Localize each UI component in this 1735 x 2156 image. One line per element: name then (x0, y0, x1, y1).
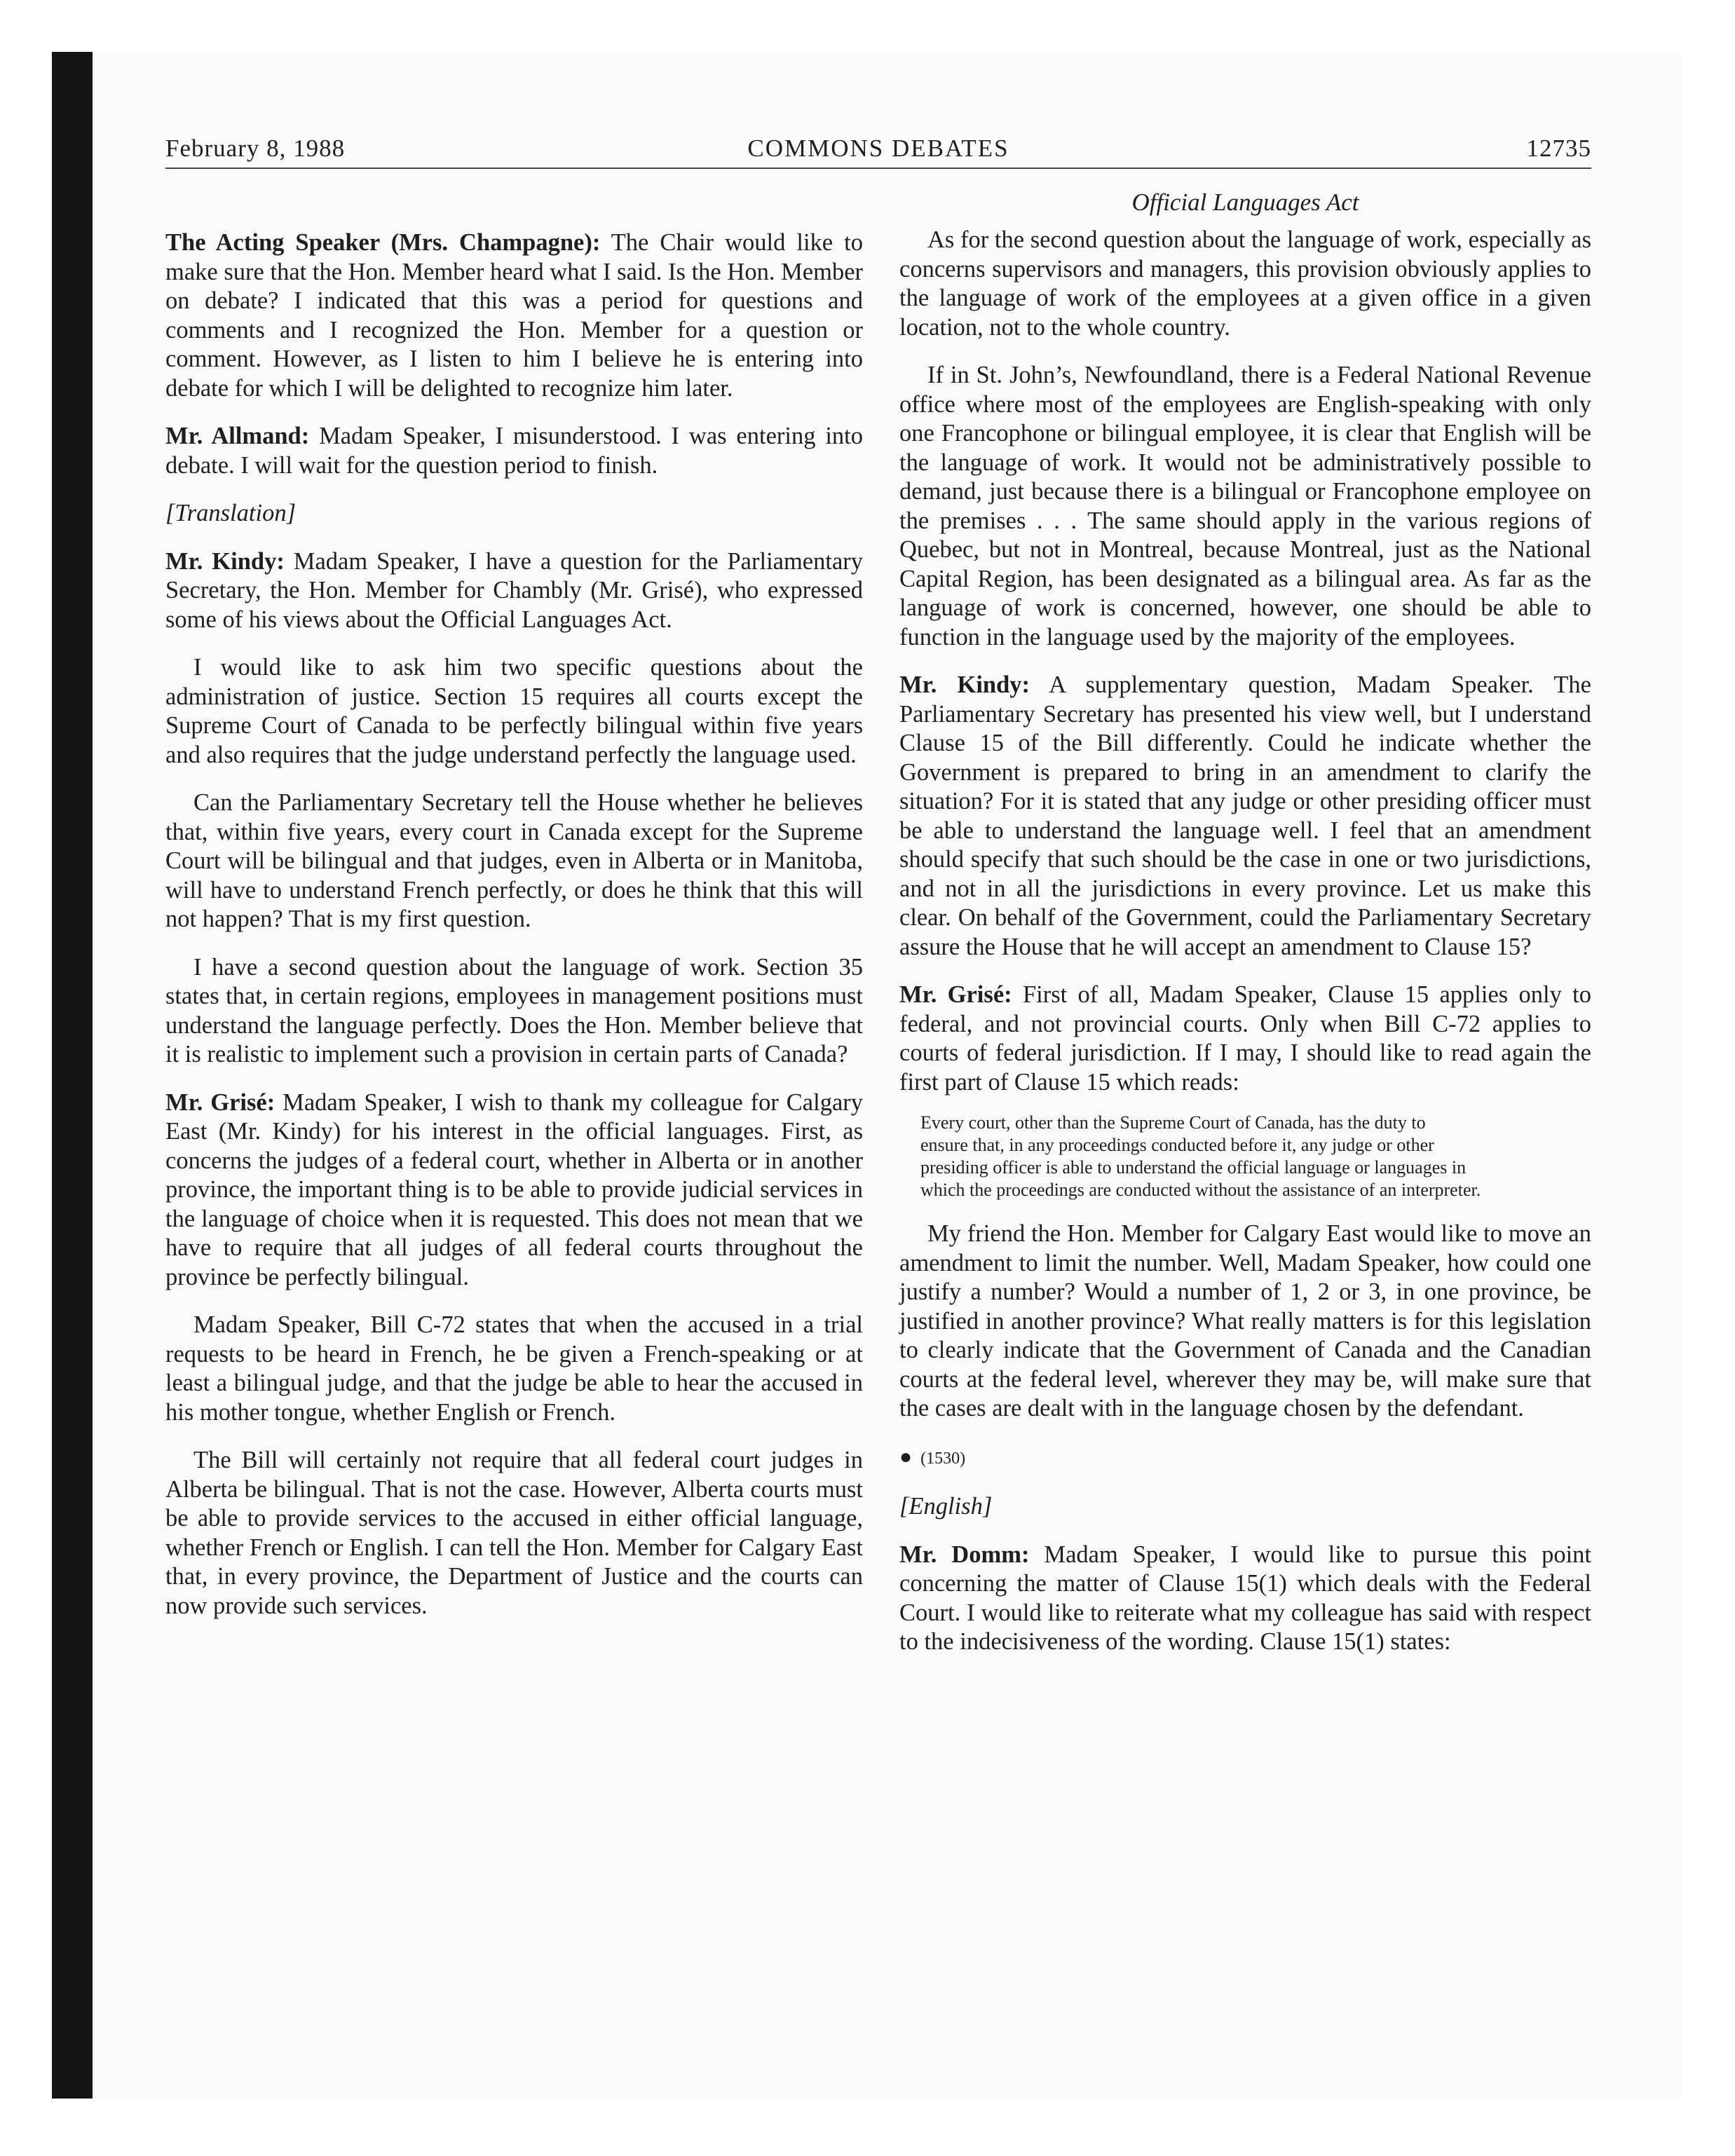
paragraph-text: First of all, Madam Speaker, Clause 15 applies only to federal, and not provincial courts. Only when Bill C-72 applies to courts of federal jurisdiction. If I may, I should like to read again the first part of Clause 15 which reads: (899, 981, 1592, 1096)
paragraph (899, 981, 1591, 1097)
time-marker-text: (1530) (920, 1449, 966, 1468)
header-date: February 8, 1988 (165, 135, 346, 162)
paragraph (165, 422, 863, 480)
paragraph-text: Madam Speaker, I misunderstood. I was entering into debate. I will wait for the question period to finish. (165, 423, 863, 479)
speaker-name: Mr. Allmand: (165, 423, 310, 449)
paragraph-text: Madam Speaker, I would like to pursue this point concerning the matter of Clause 15(1) which deals with the Federal Court. I would like to reiterate what my colleague has said with respect to the indecisiveness of the wording. Clause 15(1) states: (899, 1541, 1592, 1655)
time-marker (899, 1442, 1591, 1474)
quote-line: which the proceedings are conducted without the assistance of an interpreter. (920, 1180, 1481, 1200)
speaker-name: Mr. Domm: (899, 1541, 1030, 1568)
paragraph: I would like to ask him two specific questions about the administration of justice. Section 15 requires all courts except the Supreme Court of Canada to be perfectly bilingual within five years and also requires that the judge understand perfectly the language used. (165, 654, 863, 768)
bullet-icon: ● (899, 1445, 913, 1468)
paragraph: The Bill will certainly not require that all federal court judges in Alberta be bilingual. That is not the case. However, Alberta courts must be able to provide services to the accused in either official language, whether French or English. I can tell the Hon. Member for Calgary East that, in every province, the Department of Justice and the courts can now provide such services. (165, 1447, 863, 1619)
english-tag: [English] (899, 1493, 993, 1520)
paragraph (899, 1541, 1591, 1657)
speaker-name: Mr. Kindy: (899, 671, 1030, 698)
paragraph-text: Madam Speaker, I have a question for the Parliamentary Secretary, the Hon. Member for Chambly (Mr. Grisé), who expressed some of his views about the Official Languages Act. (165, 547, 863, 633)
paragraph-text: Madam Speaker, I wish to thank my colleague for Calgary East (Mr. Kindy) for his interest in the official languages. First, as concerns the judges of a federal court, whether in Alberta or in another province, the important thing is to be able to provide judicial services in the language of choice when it is requested. This does not mean that we have to require that all judges of all federal courts throughout the province be perfectly bilingual. (165, 1089, 863, 1290)
paragraph: My friend the Hon. Member for Calgary East would like to move an amendment to limit the number. Well, Madam Speaker, how could one justify a number? Would a number of 1, 2 or 3, in one province, be justified in another province? What really matters is for this legislation to clearly indicate that the Government of Canada and the Canadian courts at the federal level, wherever they may be, will make sure that the cases are dealt with in the language chosen by the defendant. (899, 1220, 1591, 1421)
paragraph-text: A supplementary question, Madam Speaker. The Parliamentary Secretary has presented his view well, but I understand Clause 15 of the Bill differently. Could he indicate whether the Government is prepared to bring in an amendment to clarify the situation? For it is stated that any judge or other presiding officer must be able to understand the language well. I feel that an amendment should specify that such should be the case in one or two jurisdictions, and not in all the jurisdictions in every province. Let us make this clear. On behalf of the Government, could the Parliamentary Secretary assure the House that he will accept an amendment to Clause 15? (899, 671, 1591, 960)
paragraph: As for the second question about the language of work, especially as concerns supervisors and managers, this provision obviously applies to the language of work of the employees at a given office in a given location, not to the whole country. (899, 226, 1591, 341)
speaker-name: The Acting Speaker (Mrs. Champagne): (165, 229, 601, 256)
paragraph (165, 1089, 863, 1292)
header-publication: COMMONS DEBATES (747, 135, 1009, 162)
page-header (165, 135, 1591, 170)
speaker-name: Mr. Grisé: (165, 1089, 275, 1116)
speaker-name: Mr. Grisé: (899, 981, 1012, 1008)
translation-tag: [Translation] (165, 500, 296, 526)
paragraph: I have a second question about the language of work. Section 35 states that, in certain regions, employees in management positions must understand the language perfectly. Does the Hon. Member believe that it is realistic to implement such a provision in certain parts of Canada? (165, 953, 863, 1067)
running-head: Official Languages Act (1131, 189, 1359, 216)
paragraph-text: The Chair would like to make sure that the Hon. Member heard what I said. Is the Hon. Member on debate? I indicated that this was a period for questions and comments and I recognized the Hon. Member for a question or comment. However, as I listen to him I believe he is entering into debate for which I will be delighted to recognize him later. (165, 229, 863, 402)
paragraph: Madam Speaker, Bill C-72 states that when the accused in a trial requests to be heard in French, he be given a French-speaking or at least a bilingual judge, and that the judge be able to hear the accused in his mother tongue, whether English or French. (165, 1311, 863, 1426)
quote-line: ensure that, in any proceedings conducted before it, any judge or other (920, 1135, 1434, 1155)
speaker-name: Mr. Kindy: (165, 547, 285, 575)
paragraph (899, 671, 1591, 962)
paragraph (165, 547, 863, 635)
quote-line: Every court, other than the Supreme Court of Canada, has the duty to (920, 1112, 1426, 1133)
paragraph: If in St. John’s, Newfoundland, there is a Federal National Revenue office where most of the employees are English-speaking with only one Francophone or bilingual employee, it is clear that English will be the language of work. It would not be administratively possible to demand, just because there is a bilingual or Francophone employee on the premises . . . The same should apply in the various regions of Quebec, but not in Montreal, because Montreal, just as the National Capital Region, has been designated as a bilingual area. As far as the language of work is concerned, however, one should be able to function in the language used by the majority of the employees. (899, 362, 1591, 650)
quote-line: presiding officer is able to understand the official language or languages in (920, 1157, 1467, 1178)
scan-edge-bar (52, 52, 93, 2099)
header-page-number: 12735 (1526, 135, 1591, 162)
header-rule (165, 168, 1591, 169)
block-quote (920, 1112, 1584, 1201)
paragraph: Can the Parliamentary Secretary tell the House whether he believes that, within five years, every court in Canada except for the Supreme Court will be bilingual and that judges, even in Alberta or in Manitoba, will have to understand French perfectly, or does he think that this will not happen? That is my first question. (165, 789, 863, 932)
paragraph (165, 228, 863, 403)
left-column (165, 188, 863, 1639)
right-column (899, 188, 1591, 1676)
